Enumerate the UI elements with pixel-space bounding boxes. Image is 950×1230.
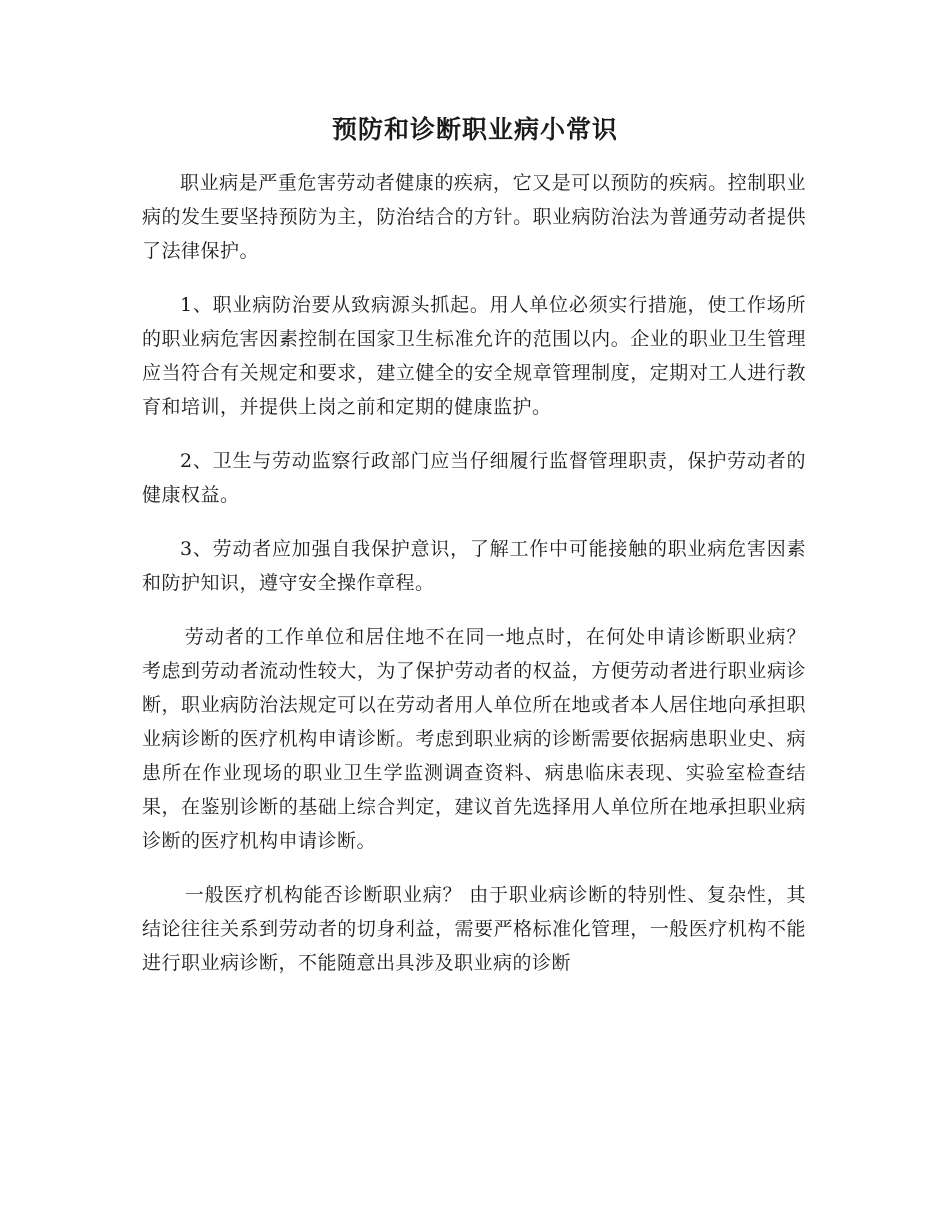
intro-paragraph: 职业病是严重危害劳动者健康的疾病，它又是可以预防的疾病。控制职业病的发生要坚持预防为主，防治结合的方针。职业病防治法为普通劳动者提供了法律保护。 <box>142 172 806 262</box>
point-1-paragraph: 1、职业病防治要从致病源头抓起。用人单位必须实行措施，使工作场所的职业病危害因素控制在国家卫生标准允许的范围以内。企业的职业卫生管理应当符合有关规定和要求，建立健全的安全规章管理制度，定期对工人进行教育和培训，并提供上岗之前和定期的健康监护。 <box>142 294 806 418</box>
general-hospital-paragraph: 一般医疗机构能否诊断职业病？ 由于职业病诊断的特别性、复杂性，其结论往往关系到劳动者的切身利益，需要严格标准化管理，一般医疗机构不能进行职业病诊断，不能随意出具涉及职业病的诊断 <box>142 884 806 974</box>
diagnosis-location-paragraph: 劳动者的工作单位和居住地不在同一地点时，在何处申请诊断职业病？ 考虑到劳动者流动性较大，为了保护劳动者的权益，方便劳动者进行职业病诊断，职业病防治法规定可以在劳动者用人单位所在地或者本人居住地向承担职业病诊断的医疗机构申请诊断。考虑到职业病的诊断需要依据病患职业史、病患所在作业现场的职业卫生学监测调查资料、病患临床表现、实验室检查结果，在鉴别诊断的基础上综合判定，建议首先选择用人单位所在地承担职业病诊断的医疗机构申请诊断。 <box>142 626 806 852</box>
point-2-paragraph: 2、卫生与劳动监察行政部门应当仔细履行监督管理职责，保护劳动者的健康权益。 <box>142 450 806 506</box>
document-title: 预防和诊断职业病小常识 <box>331 115 618 144</box>
document-body <box>142 166 806 980</box>
point-3-paragraph: 3、劳动者应加强自我保护意识，了解工作中可能接触的职业病危害因素和防护知识，遵守安全操作章程。 <box>142 538 806 594</box>
